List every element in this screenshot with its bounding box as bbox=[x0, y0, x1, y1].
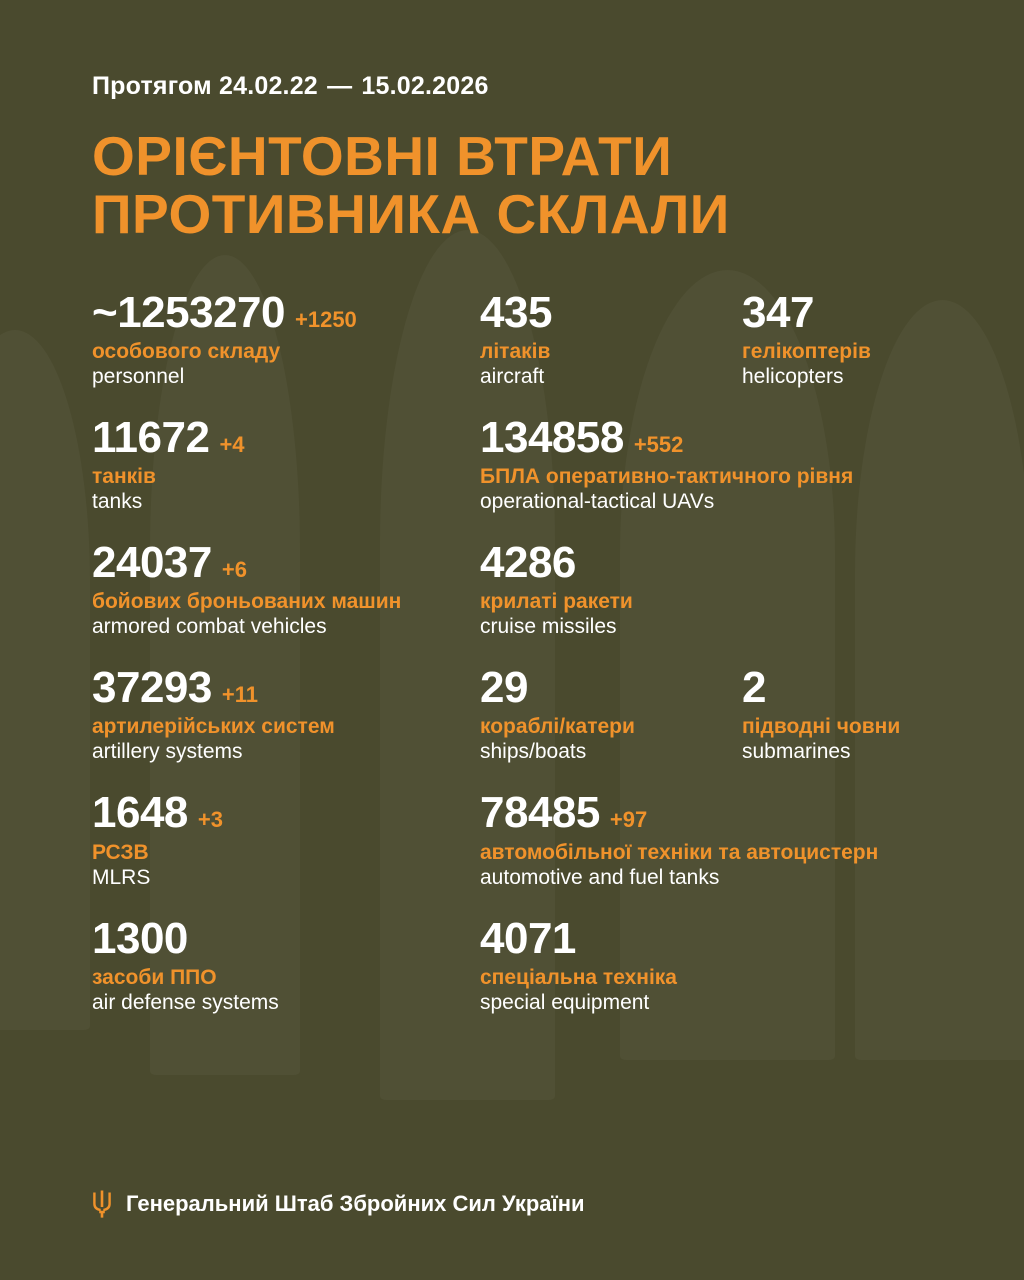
loss-delta: +11 bbox=[221, 682, 258, 708]
loss-value: 4286 bbox=[480, 537, 576, 587]
loss-value: 1300 bbox=[92, 913, 188, 963]
loss-value-row bbox=[92, 412, 480, 462]
loss-item-ships bbox=[480, 665, 742, 764]
loss-label-ua: спеціальна техніка bbox=[480, 965, 677, 989]
loss-item-armored-vehicles bbox=[92, 537, 480, 639]
loss-label-en: air defense systems bbox=[92, 990, 279, 1014]
loss-label-en: operational-tactical UAVs bbox=[480, 489, 715, 513]
loss-label-ua: крилаті ракети bbox=[480, 590, 633, 614]
loss-value: 1648 bbox=[92, 788, 188, 838]
loss-item-tanks bbox=[92, 412, 480, 514]
loss-delta: +6 bbox=[221, 556, 247, 582]
period-start: Протягом 24.02.22 bbox=[92, 72, 318, 100]
loss-value-row bbox=[92, 287, 480, 337]
loss-label-en: aircraft bbox=[480, 364, 545, 388]
loss-delta: +3 bbox=[197, 807, 223, 833]
loss-label-ua: бойових броньованих машин bbox=[92, 590, 402, 614]
loss-item-cruise-missiles bbox=[480, 537, 950, 639]
loss-delta: +4 bbox=[219, 431, 245, 457]
loss-label-en: submarines bbox=[742, 740, 851, 764]
loss-value-row bbox=[92, 537, 480, 587]
loss-item-submarines bbox=[742, 665, 952, 764]
loss-value: 435 bbox=[480, 287, 552, 337]
loss-value: 24037 bbox=[92, 537, 212, 587]
loss-delta: +1250 bbox=[295, 306, 357, 332]
losses-row bbox=[92, 790, 952, 889]
loss-label-en: special equipment bbox=[480, 990, 650, 1014]
loss-delta: +552 bbox=[633, 431, 684, 457]
loss-item-mlrs bbox=[92, 790, 480, 889]
page-title bbox=[92, 127, 936, 244]
losses-row bbox=[92, 412, 952, 514]
loss-label-ua: РСЗВ bbox=[92, 840, 149, 864]
loss-item-air-defense bbox=[92, 913, 480, 1015]
period-dash: — bbox=[327, 72, 353, 100]
footer-label: Генеральний Штаб Збройних Сил України bbox=[126, 1191, 585, 1216]
reporting-period bbox=[92, 72, 936, 101]
loss-value-row bbox=[480, 790, 950, 836]
loss-item-uavs bbox=[480, 412, 950, 514]
loss-item-special-equipment bbox=[480, 913, 950, 1015]
loss-label-en: automotive and fuel tanks bbox=[480, 865, 720, 889]
loss-label-en: MLRS bbox=[92, 865, 151, 889]
loss-label-ua: засоби ППО bbox=[92, 965, 217, 989]
loss-value-row bbox=[742, 287, 952, 337]
loss-label-ua: артилерійських систем bbox=[92, 715, 335, 739]
loss-value: 29 bbox=[480, 663, 528, 713]
loss-value: 2 bbox=[742, 663, 766, 713]
loss-label-ua: літаків bbox=[480, 339, 551, 363]
loss-value-row bbox=[480, 665, 742, 711]
trident-icon bbox=[92, 1190, 112, 1218]
page-title-line-2: ПРОТИВНИКА СКЛАЛИ bbox=[92, 183, 730, 246]
loss-label-ua: БПЛА оперативно-тактичного рівня bbox=[480, 464, 854, 488]
loss-item-helicopters bbox=[742, 287, 952, 389]
loss-label-en: artillery systems bbox=[92, 740, 243, 764]
loss-label-en: cruise missiles bbox=[480, 615, 617, 639]
loss-label-ua: кораблі/катери bbox=[480, 715, 635, 739]
loss-item-aircraft bbox=[480, 287, 742, 389]
loss-value-row bbox=[742, 665, 952, 711]
loss-value: 347 bbox=[742, 287, 814, 337]
losses-row bbox=[92, 537, 952, 639]
losses-row bbox=[92, 913, 952, 1015]
loss-value-row bbox=[480, 287, 742, 337]
loss-value-row bbox=[480, 913, 950, 963]
loss-value: 134858 bbox=[480, 412, 624, 462]
loss-value: 11672 bbox=[92, 412, 210, 462]
loss-item-automotive bbox=[480, 790, 950, 889]
loss-label-en: ships/boats bbox=[480, 740, 587, 764]
loss-value: ~1253270 bbox=[92, 287, 285, 337]
period-end: 15.02.2026 bbox=[361, 72, 489, 100]
page-title-line-1: ОРІЄНТОВНІ ВТРАТИ bbox=[92, 125, 673, 187]
loss-value-row bbox=[92, 913, 480, 963]
losses-row bbox=[92, 287, 952, 389]
loss-value: 78485 bbox=[480, 788, 600, 838]
loss-label-en: tanks bbox=[92, 489, 143, 513]
loss-value: 37293 bbox=[92, 663, 212, 713]
loss-value: 4071 bbox=[480, 913, 576, 963]
loss-label-ua: підводні човни bbox=[742, 715, 901, 739]
loss-label-en: personnel bbox=[92, 364, 185, 388]
losses-row bbox=[92, 665, 952, 764]
loss-label-ua: автомобільної техніки та автоцистерн bbox=[480, 840, 879, 864]
loss-value-row bbox=[92, 790, 480, 836]
loss-item-personnel bbox=[92, 287, 480, 389]
loss-delta: +97 bbox=[609, 807, 648, 833]
loss-label-ua: танків bbox=[92, 464, 156, 488]
loss-label-ua: гелікоптерів bbox=[742, 339, 871, 363]
loss-value-row bbox=[480, 412, 950, 462]
losses-grid bbox=[92, 287, 952, 1015]
loss-value-row bbox=[480, 537, 950, 587]
loss-label-en: helicopters bbox=[742, 364, 844, 388]
loss-label-ua: особового складу bbox=[92, 339, 281, 363]
footer-attribution bbox=[92, 1190, 585, 1218]
loss-item-artillery bbox=[92, 665, 480, 764]
loss-value-row bbox=[92, 665, 480, 711]
loss-label-en: armored combat vehicles bbox=[92, 615, 327, 639]
